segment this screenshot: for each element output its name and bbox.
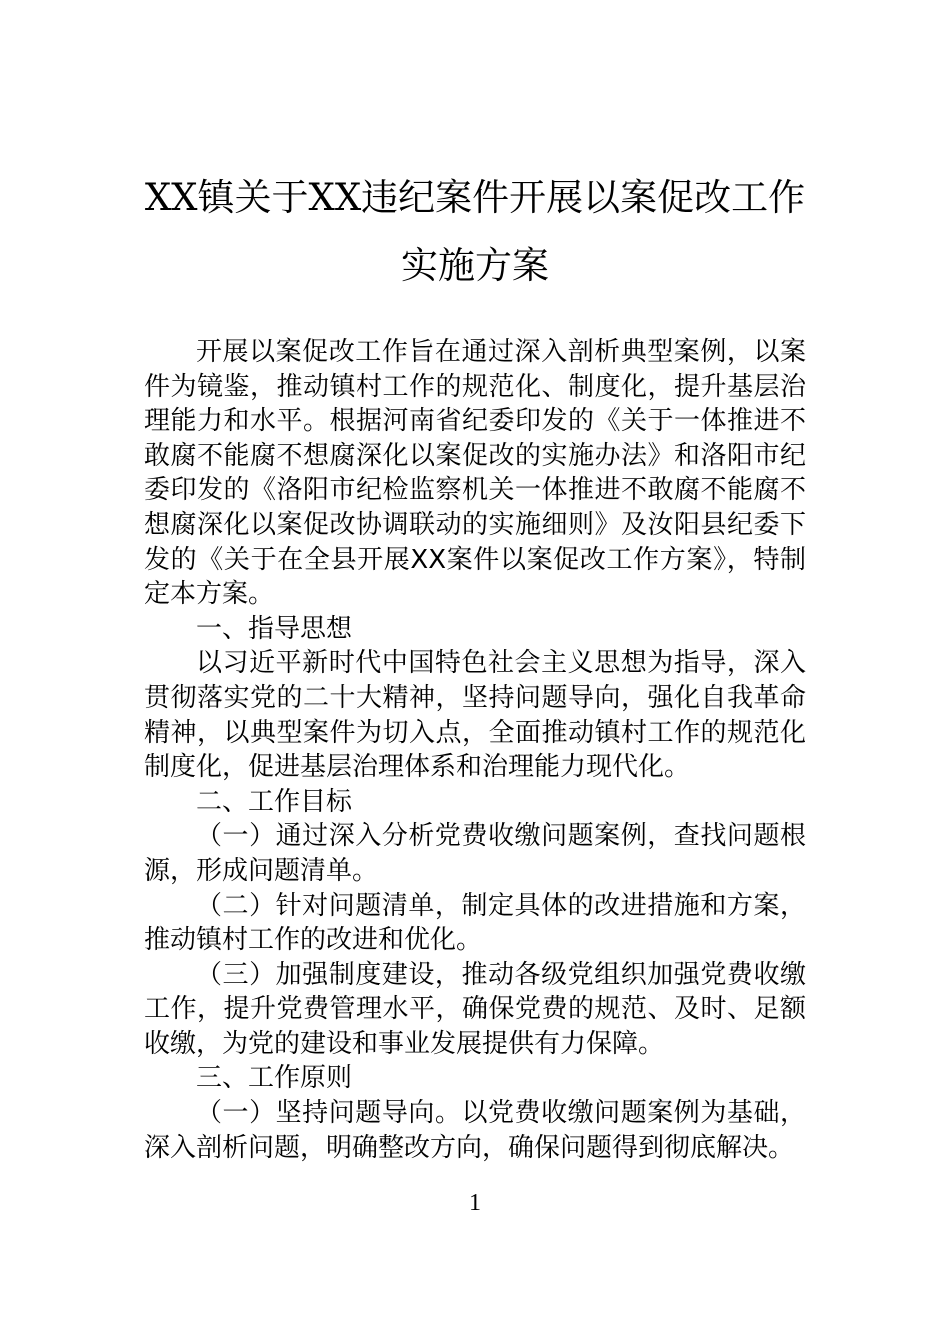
- section-heading-work-principles: 三、工作原则: [196, 1063, 353, 1094]
- section-heading-guiding-ideology: 一、指导思想: [196, 613, 353, 644]
- document-body: [144, 335, 806, 1165]
- section-heading-work-goals: 二、工作目标: [196, 786, 353, 817]
- guiding-ideology-paragraph: 以习近平新时代中国特色社会主义思想为指导，深入贯彻落实党的二十大精神，坚持问题导向，强化自我革命精神，以典型案件为切入点，全面推动镇村工作的规范化制度化，促进基层治理体系和治理能力现代化。: [144, 648, 806, 783]
- document-title-line-2: 实施方案: [401, 244, 549, 287]
- work-goal-item-3: （三）加强制度建设，推动各级党组织加强党费收缴工作，提升党费管理水平，确保党费的规范、及时、足额收缴，为党的建设和事业发展提供有力保障。: [144, 959, 806, 1059]
- work-goal-item-2: （二）针对问题清单，制定具体的改进措施和方案，推动镇村工作的改进和优化。: [144, 890, 806, 956]
- work-goal-item-1: （一）通过深入分析党费收缴问题案例，查找问题根源，形成问题清单。: [144, 821, 806, 886]
- page-number: 1: [469, 1190, 481, 1216]
- work-principle-item-1: （一）坚持问题导向。以党费收缴问题案例为基础，深入剖析问题，明确整改方向，确保问题得到彻底解决。: [144, 1098, 806, 1163]
- intro-paragraph: 开展以案促改工作旨在通过深入剖析典型案例，以案件为镜鉴，推动镇村工作的规范化、制度化，提升基层治理能力和水平。根据河南省纪委印发的《关于一体推进不敢腐不能腐不想腐深化以案促改的实施办法》和洛阳市纪委印发的《洛阳市纪检监察机关一体推进不敢腐不能腐不想腐深化以案促改协调联动的实施细则》及汝阳县纪委下发的《关于在全县开展XX案件以案促改工作方案》，特制定本方案。: [144, 337, 806, 610]
- document-title-line-1: XX镇关于XX违纪案件开展以案促改工作: [144, 176, 806, 219]
